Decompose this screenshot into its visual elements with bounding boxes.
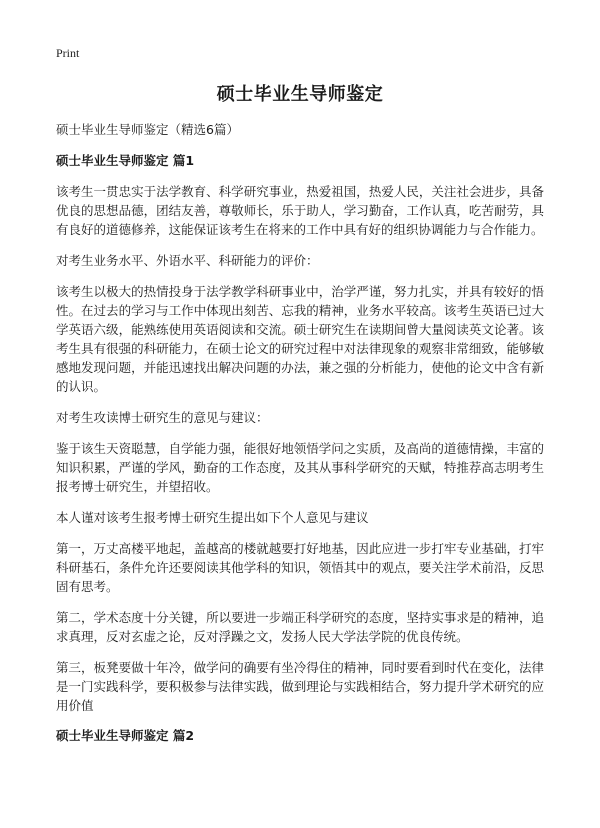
paragraph: 对考生攻读博士研究生的意见与建议： (56, 410, 269, 425)
section-heading-1: 硕士毕业生导师鉴定 篇1 (56, 153, 195, 168)
paragraph: 本人谨对该考生报考博士研究生提出如下个人意见与建议 (56, 510, 369, 525)
paragraph: 对考生业务水平、外语水平、科研能力的评价： (56, 253, 319, 268)
page-title: 硕士毕业生导师鉴定 (216, 84, 384, 105)
paragraph: 该考生以极大的热情投身于法学教学科研事业中，治学严谨，努力扎实，并具有较好的悟性。在过去的学习与工作中体现出刻苦、忘我的精神，业务水平较高。该考生英语已过大学英语六级，能熟练使用英语阅读和交流。硕士研究生在读期间曾大量阅读英文论著。该考生具有很强的科研能力，在硕士论文的研究过程中对法律现象的观察非常细致，能够敏感地发现问题，并能迅速找出解决问题的办法，兼之强的分析能力，使他的论文中含有新的认识。 (56, 284, 544, 394)
print-link[interactable]: Print (56, 46, 80, 60)
paragraph: 第一，万丈高楼平地起，盖越高的楼就越要打好地基，因此应进一步打牢专业基础，打牢科研基石，条件允许还要阅读其他学科的知识，领悟其中的观点，要关注学术前沿，反思固有思考。 (56, 541, 544, 594)
paragraph: 该考生一贯忠实于法学教育、科学研究事业，热爱祖国，热爱人民，关注社会进步，具备优良的思想品德，团结友善，尊敬师长，乐于助人，学习勤奋，工作认真，吃苦耐劳，具有良好的道德修养，这能保证该考生在将来的工作中具有好的组织协调能力与合作能力。 (56, 184, 544, 237)
document-content (56, 152, 544, 757)
document-subtitle: 硕士毕业生导师鉴定（精选6篇） (56, 122, 239, 137)
section-heading-2: 硕士毕业生导师鉴定 篇2 (56, 728, 195, 743)
paragraph: 鉴于该生天资聪慧，自学能力强，能很好地领悟学问之实质，及高尚的道德情操，丰富的知识积累，严谨的学风，勤奋的工作态度，及其从事科学研究的天赋，特推荐高志明考生报考博士研究生，并望招收。 (56, 441, 544, 494)
paragraph: 第三，板凳要做十年冷，做学问的确要有坐冷得住的精神，同时要看到时代在变化，法律是一门实践科学，要积极参与法律实践，做到理论与实践相结合，努力提升学术研究的应用价值 (56, 660, 544, 713)
paragraph: 第二，学术态度十分关键，所以要进一步端正科学研究的态度，坚持实事求是的精神，追求真理，反对玄虚之论，反对浮躁之文，发扬人民大学法学院的优良传统。 (56, 610, 544, 644)
